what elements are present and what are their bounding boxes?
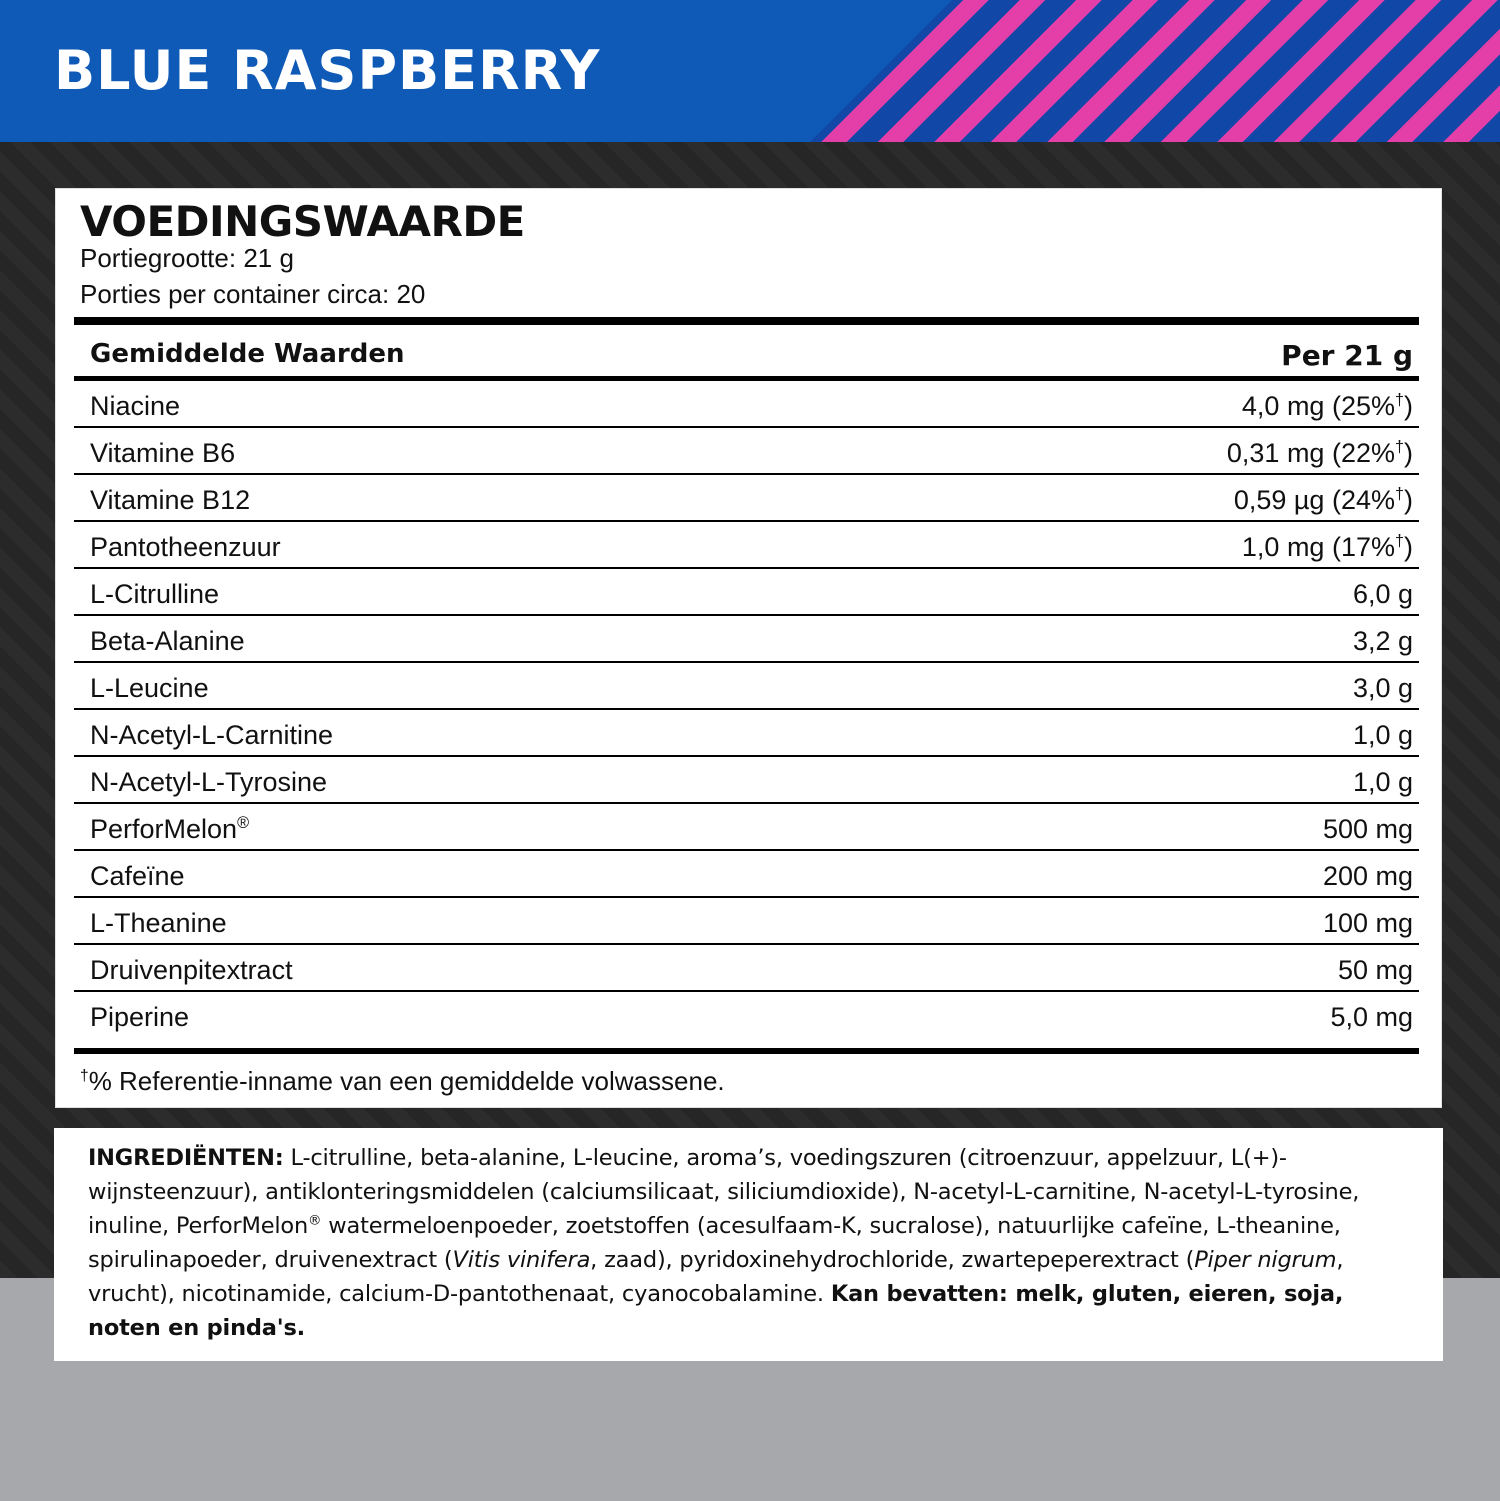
column-header-per-serving: Per 21 g: [1281, 339, 1413, 372]
ingredients-panel: [54, 1128, 1443, 1361]
registered-mark: ®: [308, 1212, 322, 1229]
table-row: [74, 804, 1419, 851]
row-value: 50 mg: [1337, 955, 1413, 985]
row-name: L-Theanine: [90, 908, 227, 938]
allergen-warning: Kan bevatten: melk, gluten, eieren, soja, noten en pinda's.: [88, 1281, 1344, 1341]
ingredients-text: , zaad), pyridoxinehydrochloride, zwartepeperextract (: [590, 1247, 1195, 1273]
reference-intake-footnote: †% Referentie-inname van een gemiddelde volwassene.: [80, 1066, 725, 1096]
row-value: 3,2 g: [1352, 626, 1413, 656]
row-name: L-Citrulline: [90, 579, 220, 609]
divider-bottom: [74, 1048, 1419, 1054]
table-row: [74, 992, 1419, 1039]
table-row: [74, 757, 1419, 804]
row-name: Pantotheenzuur: [90, 532, 281, 562]
row-value: 4,0 mg (25%†): [1241, 391, 1413, 421]
nutrition-rows: [74, 381, 1419, 1039]
row-name: Vitamine B12: [90, 485, 251, 515]
row-name: Druivenpitextract: [90, 955, 293, 985]
row-value: 5,0 mg: [1330, 1002, 1413, 1032]
divider-top: [74, 317, 1419, 325]
table-row: [74, 381, 1419, 428]
table-row: [74, 428, 1419, 475]
flavor-header: [0, 0, 1500, 142]
table-row: [74, 945, 1419, 992]
row-name: N-Acetyl-L-Tyrosine: [90, 767, 328, 797]
row-value: 100 mg: [1322, 908, 1413, 938]
ingredients-latin-name: Vitis vinifera: [452, 1247, 591, 1273]
row-value: 1,0 mg (17%†): [1241, 532, 1413, 562]
row-name: Piperine: [90, 1002, 190, 1032]
serving-size: Portiegrootte: 21 g: [80, 243, 294, 273]
row-value: 6,0 g: [1352, 579, 1413, 609]
row-value: 0,59 µg (24%†): [1233, 485, 1413, 515]
ingredients-text: L-citrulline, beta-alanine, L-leucine, aroma’s, voedingszuren (citroenzuur, appelzuur, L(+)-wijnsteenzuur), antiklonteringsmiddelen (calciumsilicaat, siliciumdioxide), N-acetyl-L-carnitine, N-acetyl-L-tyrosine, inuline, PerforMelon: [88, 1145, 1360, 1239]
table-row: [74, 522, 1419, 569]
row-value: 3,0 g: [1352, 673, 1413, 703]
nutrition-title: VOEDINGSWAARDE: [80, 197, 525, 246]
decorative-stripes: [810, 0, 1500, 142]
row-name: Niacine: [90, 391, 181, 421]
table-row: [74, 710, 1419, 757]
ingredients-text: , vrucht), nicotinamide, calcium-D-pantothenaat, cyanocobalamine.: [88, 1247, 1344, 1307]
table-row: [74, 898, 1419, 945]
row-value: 1,0 g: [1352, 720, 1413, 750]
row-value: 1,0 g: [1352, 767, 1413, 797]
row-name: Cafeïne: [90, 861, 185, 891]
column-header-average: Gemiddelde Waarden: [90, 339, 405, 369]
row-name: N-Acetyl-L-Carnitine: [90, 720, 334, 750]
servings-per-container: Porties per container circa: 20: [80, 279, 426, 309]
flavor-title: BLUE RASPBERRY: [54, 39, 601, 102]
row-name: PerforMelon®: [90, 814, 250, 844]
table-row: [74, 475, 1419, 522]
row-value: 200 mg: [1322, 861, 1413, 891]
row-value: 0,31 mg (22%†): [1226, 438, 1413, 468]
table-header: [74, 325, 1419, 376]
table-row: [74, 616, 1419, 663]
row-name: Beta-Alanine: [90, 626, 245, 656]
ingredients-latin-name: Piper nigrum: [1194, 1247, 1337, 1273]
ingredients-text: watermeloenpoeder, zoetstoffen (acesulfaam-K, sucralose), natuurlijke cafeïne, L-theanine, spirulinapoeder, druivenextract (: [88, 1213, 1341, 1273]
table-row: [74, 851, 1419, 898]
table-row: [74, 569, 1419, 616]
ingredients-label: INGREDIËNTEN:: [88, 1145, 284, 1171]
row-name: Vitamine B6: [90, 438, 236, 468]
table-row: [74, 663, 1419, 710]
row-value: 500 mg: [1322, 814, 1413, 844]
row-name: L-Leucine: [90, 673, 209, 703]
nutrition-panel: [55, 188, 1442, 1108]
